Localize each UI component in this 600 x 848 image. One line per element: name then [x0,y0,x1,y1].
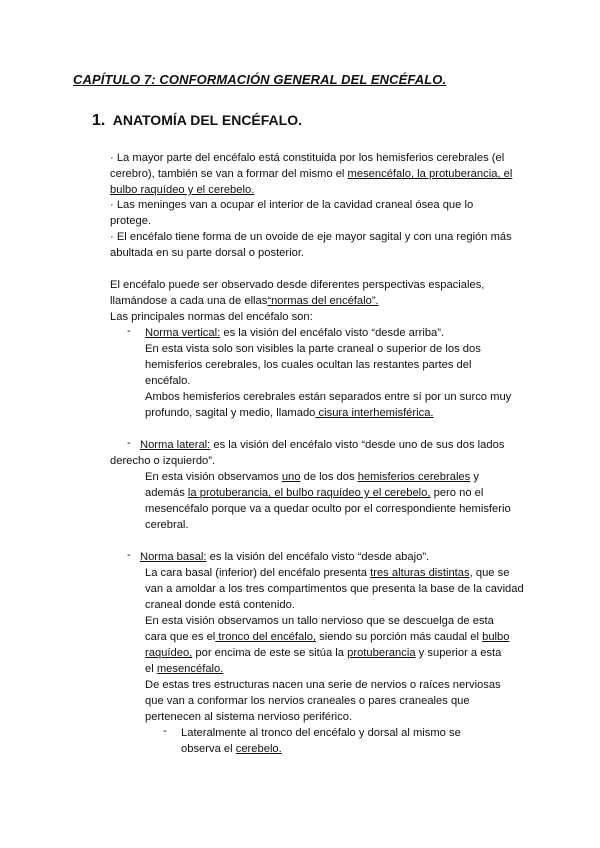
text: En esta visión observamos [145,471,282,483]
intro-paragraph [110,277,520,309]
norma-lateral-heading [110,437,515,469]
norma-vertical-definition: es la visión del encéfalo visto “desde arriba”. [220,327,445,339]
bullet-3: · El encéfalo tiene forma de un ovoide de eje mayor sagital y con una región más abultada en su parte dorsal o posterior. [110,231,512,259]
section-title: ANATOMÍA DEL ENCÉFALO. [112,112,302,128]
list-dash: - [127,549,131,561]
underlined-text: hemisferios cerebrales [357,471,471,483]
list-dash: - [127,325,131,337]
norma-basal-subitem [181,725,501,757]
norma-basal-p1 [145,565,528,613]
section-heading [92,112,302,130]
text: siendo su porción más caudal el [316,631,483,643]
norma-basal-p2 [145,613,513,677]
norma-vertical-p2-underlined: cisura interhemisférica. [315,407,434,419]
underlined-text: protuberancia [347,647,416,659]
list-dash: - [127,437,131,449]
text: La cara basal (inferior) del encéfalo presenta [145,567,371,579]
norma-basal-label: Norma basal: [140,551,207,563]
text: , que se van a amoldar a los tres compartimentos que presenta la base de la cavidad craneal donde está contenido. [145,567,524,611]
text: y además [145,471,479,499]
underlined-text: bulbo raquídeo, [145,631,510,659]
norma-vertical-p2-text: Ambos hemisferios cerebrales están separados entre sí por un surco muy profundo, sagital y medio, llamado [145,391,512,419]
bullet-1-underlined: mesencéfalo, la protuberancia, el bulbo raquídeo y el cerebelo. [110,168,513,196]
bullet-1-text: · La mayor parte del encéfalo está constituida por los hemisferios cerebrales (el cerebro), también se van a formar del mismo el [110,152,505,180]
norma-vertical-label: Norma vertical: [145,327,221,339]
underlined-text: uno [281,471,301,483]
chapter-title: CAPÍTULO 7: CONFORMACIÓN GENERAL DEL ENCÉFALO. [73,72,447,87]
norma-vertical-heading [145,325,444,341]
intro-list-lead: Las principales normas del encéfalo son: [110,311,313,323]
text: Lateralmente al tronco del encéfalo y dorsal al mismo se observa el [181,727,461,755]
norma-basal-heading [140,549,429,565]
bullet-2: · Las meninges van a ocupar el interior de la cavidad craneal ósea que lo protege. [110,199,474,227]
underlined-text: mesencéfalo. [156,663,224,675]
norma-lateral-label: Norma lateral: [140,439,211,451]
norma-basal-p3: De estas tres estructuras nacen una serie de nervios o raíces nerviosas que van a conformar los nervios craneales o pares craneales que pertenecen al sistema nervioso periférico. [145,679,501,723]
norma-basal-definition: es la visión del encéfalo visto “desde abajo”. [206,551,430,563]
norma-lateral-definition: es la visión del encéfalo visto “desde uno de sus dos lados derecho o izquierdo”. [110,439,505,467]
underlined-text: tronco del encéfalo, [215,631,317,643]
underlined-text: la protuberancia, el bulbo raquídeo y el cerebelo, [187,487,431,499]
norma-vertical-p1: En esta vista solo son visibles la parte craneal o superior de los dos hemisferios cerebrales, los cuales ocultan las restantes partes del encéfalo. [145,343,481,387]
underlined-text: tres alturas distintas [370,567,470,579]
text: En esta visión observamos un tallo nervioso que se descuelga de esta cara que es el [145,615,494,643]
norma-vertical-p2 [145,389,512,421]
intro-underlined: “normas del encéfalo”. [267,295,379,307]
section-number: 1. [92,112,106,129]
text: de los dos [300,471,358,483]
bullet-1 [110,150,514,198]
intro-text: El encéfalo puede ser observado desde diferentes perspectivas espaciales, llamándose a cada una de ellas [110,279,485,307]
norma-lateral-p1 [145,469,515,533]
underlined-text: cerebelo. [235,743,282,755]
text: y superior a esta el [145,647,502,675]
text: por encima de este se sitúa la [192,647,348,659]
list-dash: - [163,725,167,737]
text: pero no el mesencéfalo porque va a quedar oculto por el correspondiente hemisferio cerebral. [145,487,511,531]
